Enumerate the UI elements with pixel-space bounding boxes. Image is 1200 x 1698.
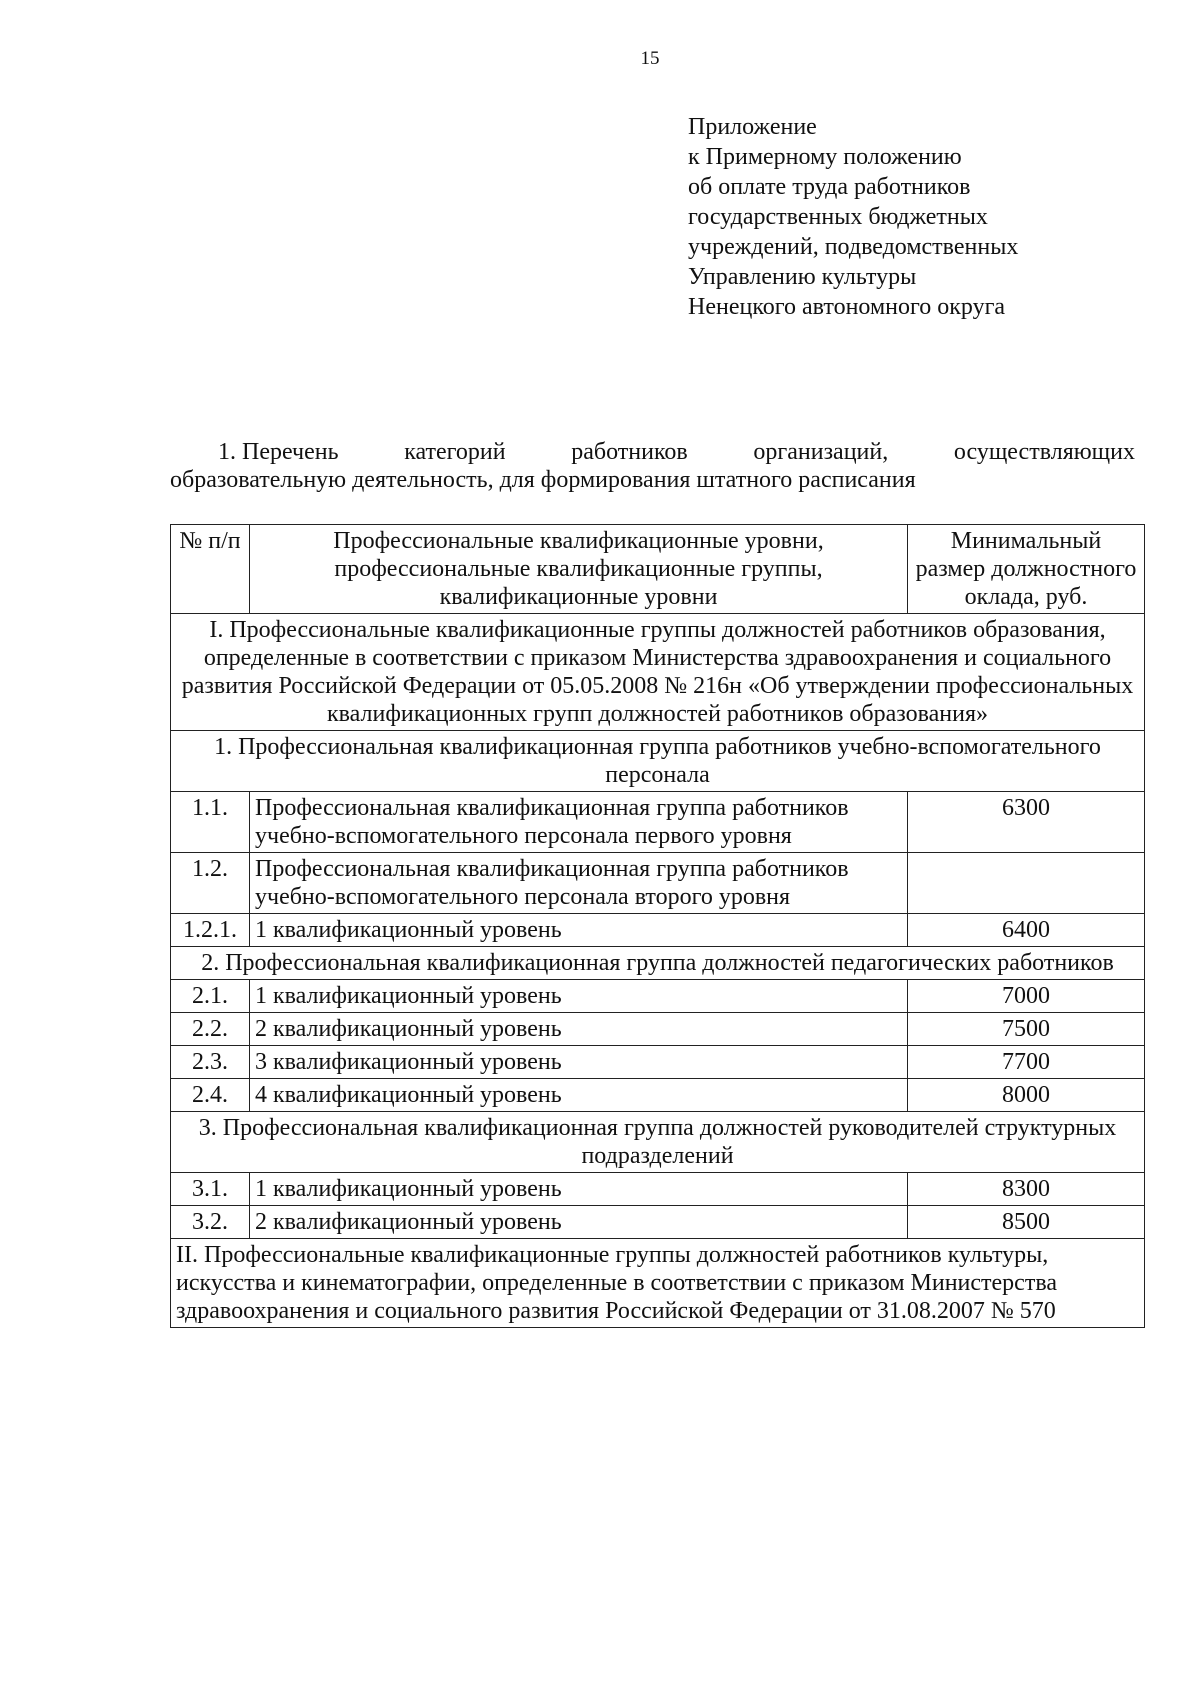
row-number: 2.2. — [171, 1013, 250, 1046]
table-row — [171, 1079, 1145, 1112]
row-salary: 8500 — [908, 1206, 1145, 1239]
row-salary: 6400 — [908, 914, 1145, 947]
row-name: 2 квалификационный уровень — [250, 1013, 908, 1046]
row-name: Профессиональная квалификационная группа работников учебно-вспомогательного персонала первого уровня — [250, 792, 908, 853]
row-number: 2.4. — [171, 1079, 250, 1112]
group-row — [171, 947, 1145, 980]
row-salary: 7000 — [908, 980, 1145, 1013]
list-heading — [170, 438, 1135, 494]
page-number: 15 — [640, 48, 660, 69]
row-name: 1 квалификационный уровень — [250, 914, 908, 947]
group-row — [171, 731, 1145, 792]
appendix-line: учреждений, подведомственных — [688, 234, 1019, 260]
appendix-line: Приложение — [688, 114, 817, 140]
heading-word: организаций, — [753, 439, 889, 465]
heading-word: категорий — [404, 439, 506, 465]
group-3-title: 3. Профессиональная квалификационная группа должностей руководителей структурных подразделений — [171, 1112, 1145, 1173]
table-row — [171, 914, 1145, 947]
row-name: 2 квалификационный уровень — [250, 1206, 908, 1239]
row-salary: 7700 — [908, 1046, 1145, 1079]
row-number: 2.3. — [171, 1046, 250, 1079]
group-row — [171, 1112, 1145, 1173]
table-header-row — [171, 525, 1145, 614]
group-2-title: 2. Профессиональная квалификационная группа должностей педагогических работников — [171, 947, 1145, 980]
row-salary: 6300 — [908, 792, 1145, 853]
salary-table — [170, 524, 1145, 1328]
header-levels: Профессиональные квалификационные уровни, профессиональные квалификационные группы, квалификационные уровни — [250, 525, 908, 614]
heading-line-2: образовательную деятельность, для формирования штатного расписания — [170, 467, 916, 493]
row-number: 1.2. — [171, 853, 250, 914]
row-salary: 8000 — [908, 1079, 1145, 1112]
section-1-title: I. Профессиональные квалификационные группы должностей работников образования, определенные в соответствии с приказом Министерства здравоохранения и социального развития Российской Федерации от 05.05.2008 № 216н «Об утверждении профессиональных квалификационных групп должностей работников образования» — [171, 614, 1145, 731]
table-row — [171, 1013, 1145, 1046]
appendix-line: об оплате труда работников — [688, 174, 971, 200]
row-name: Профессиональная квалификационная группа работников учебно-вспомогательного персонала второго уровня — [250, 853, 908, 914]
appendix-line: Управлению культуры — [688, 264, 917, 290]
row-name: 1 квалификационный уровень — [250, 1173, 908, 1206]
row-number: 2.1. — [171, 980, 250, 1013]
row-number: 3.2. — [171, 1206, 250, 1239]
table-row — [171, 1046, 1145, 1079]
heading-word: работников — [571, 439, 688, 465]
row-number: 1.2.1. — [171, 914, 250, 947]
header-number: № п/п — [171, 525, 250, 614]
row-number: 3.1. — [171, 1173, 250, 1206]
heading-line-1 — [170, 438, 1135, 466]
appendix-line: Ненецкого автономного округа — [688, 294, 1006, 320]
table-row — [171, 853, 1145, 914]
section-row — [171, 614, 1145, 731]
table-row — [171, 980, 1145, 1013]
row-name: 3 квалификационный уровень — [250, 1046, 908, 1079]
table-row — [171, 792, 1145, 853]
appendix-line: к Примерному положению — [688, 144, 962, 170]
appendix-line: государственных бюджетных — [688, 204, 988, 230]
row-number: 1.1. — [171, 792, 250, 853]
section-2-title: II. Профессиональные квалификационные группы должностей работников культуры, искусства и кинематографии, определенные в соответствии с приказом Министерства здравоохранения и социального развития Российской Федерации от 31.08.2007 № 570 — [171, 1239, 1145, 1328]
row-name: 1 квалификационный уровень — [250, 980, 908, 1013]
section-row — [171, 1239, 1145, 1328]
heading-word: осуществляющих — [953, 439, 1135, 465]
appendix-block — [688, 112, 1108, 322]
table-row — [171, 1206, 1145, 1239]
heading-word: 1. Перечень — [218, 439, 339, 465]
row-salary — [908, 853, 1145, 914]
table-row — [171, 1173, 1145, 1206]
header-salary: Минимальный размер должностного оклада, руб. — [908, 525, 1145, 614]
row-salary: 7500 — [908, 1013, 1145, 1046]
group-1-title: 1. Профессиональная квалификационная группа работников учебно-вспомогательного персонала — [171, 731, 1145, 792]
row-salary: 8300 — [908, 1173, 1145, 1206]
row-name: 4 квалификационный уровень — [250, 1079, 908, 1112]
